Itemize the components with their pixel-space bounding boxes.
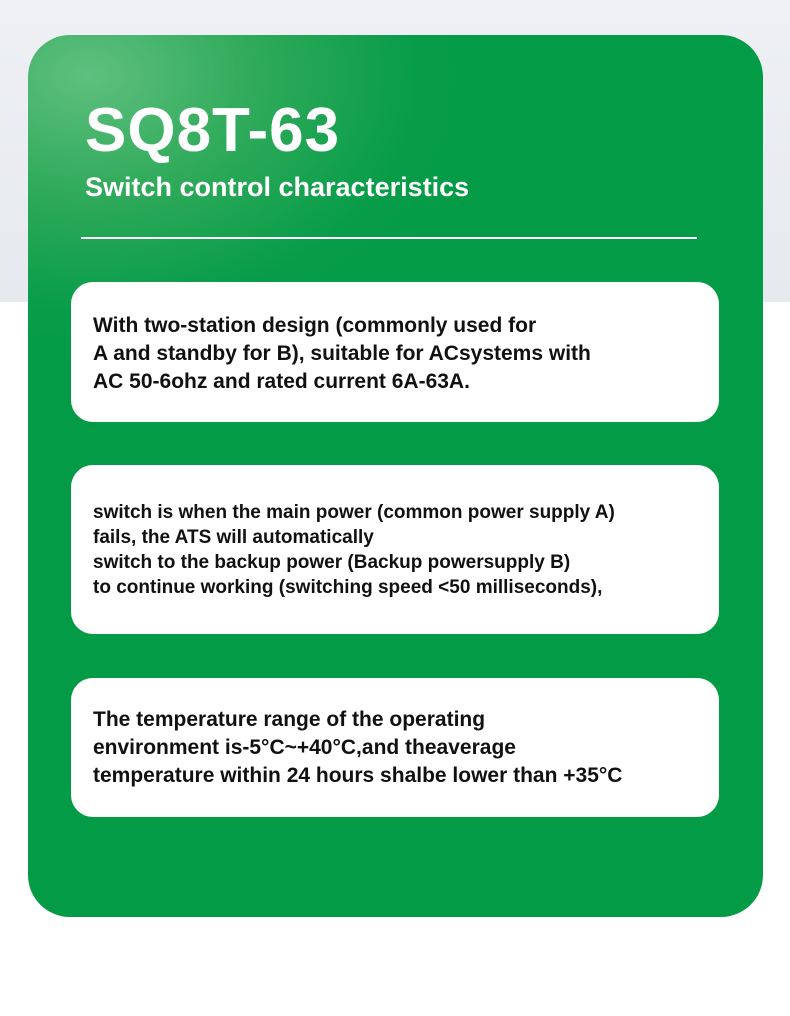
section-subtitle: Switch control characteristics [85,172,470,202]
card-text-line: AC 50-6ohz and rated current 6A-63A. [93,370,470,393]
card-text-line: The temperature range of the operating [93,708,486,731]
feature-card-station-design [71,282,719,422]
card-text-line: A and standby for B), suitable for ACsystems with [93,342,591,365]
card-text-line: With two-station design (commonly used for [93,314,537,337]
card-text-line: fails, the ATS will automatically [93,527,374,548]
card-text-line: switch is when the main power (common power supply A) [93,502,615,523]
header-divider [81,237,697,239]
card-text-line: to continue working (switching speed <50 milliseconds), [93,577,603,598]
card-text-line: environment is-5°C~+40°C,and theaverage [93,736,516,759]
feature-card-temperature [71,678,719,817]
card-text-line: switch to the backup power (Backup powersupply B) [93,552,571,573]
card-text-line: temperature within 24 hours shalbe lower than +35°C [93,764,623,787]
feature-card-switching [71,465,719,634]
product-title: SQ8T-63 [85,96,341,165]
